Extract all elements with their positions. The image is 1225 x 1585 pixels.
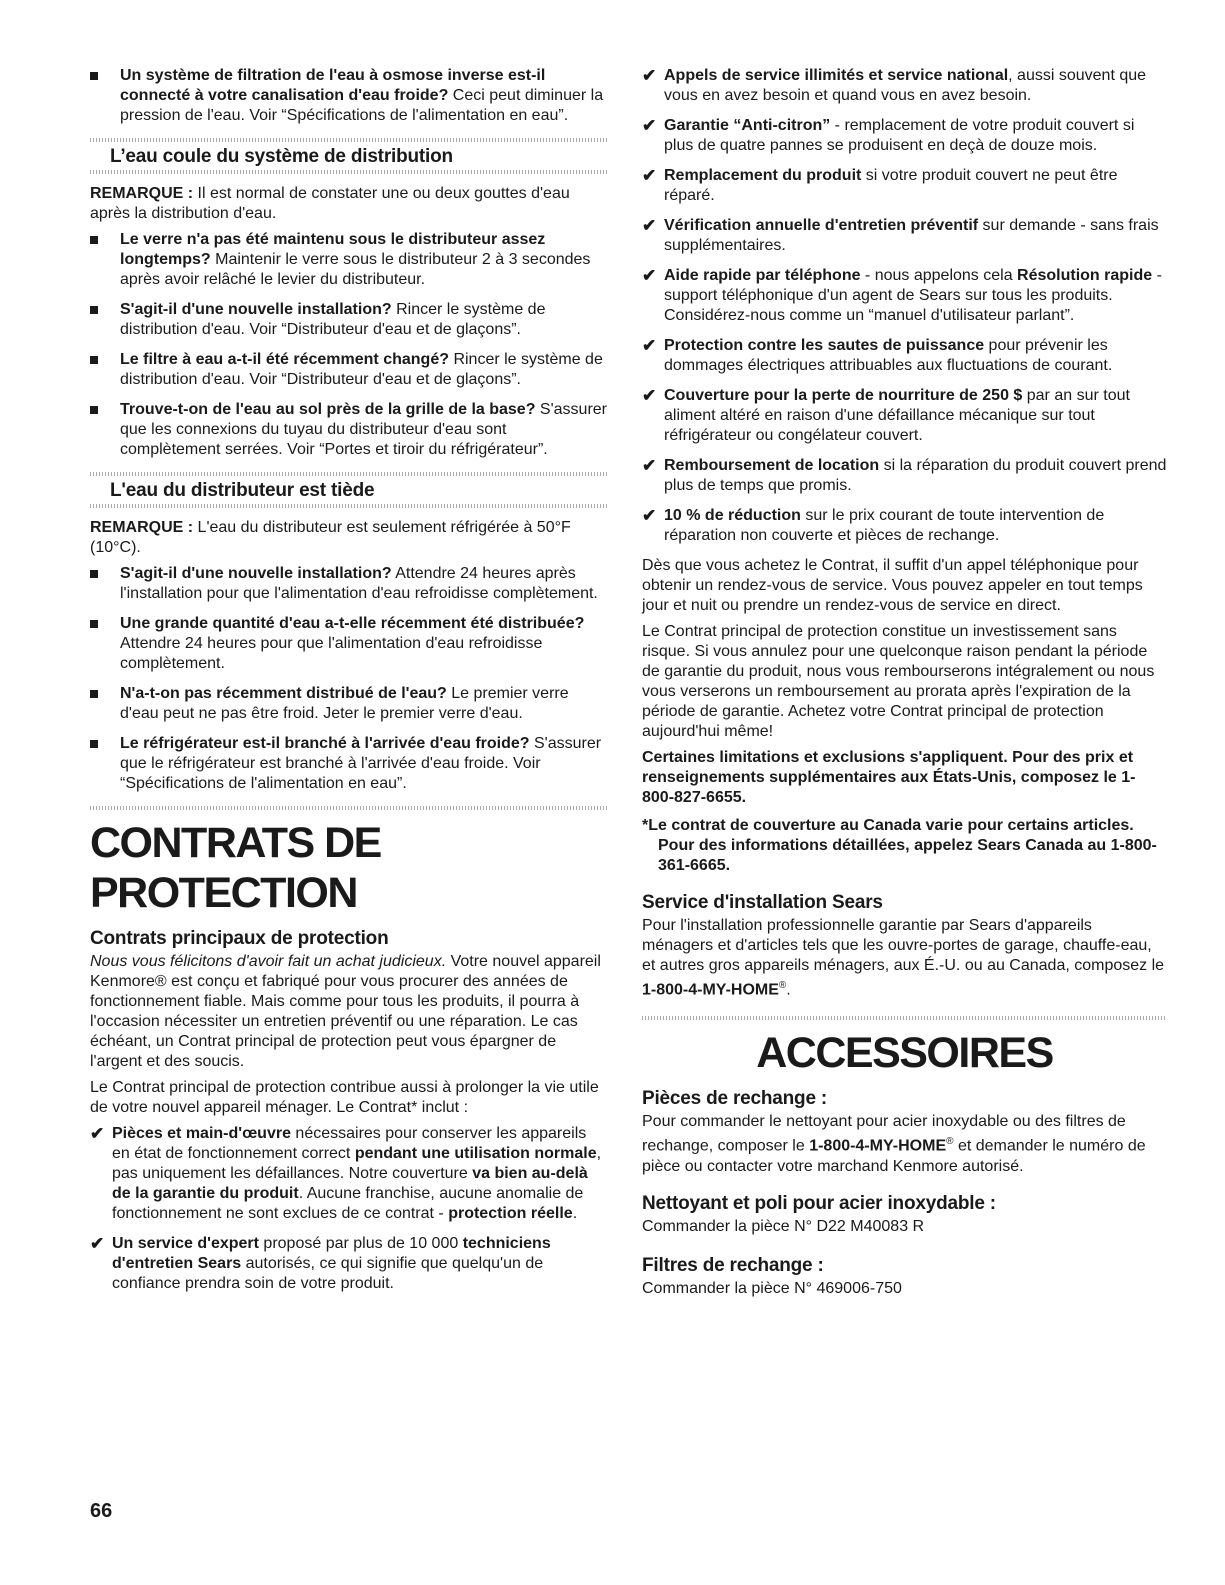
list-item: Un système de filtration de l'eau à osmose inverse est-il connecté à votre canalisation d'eau froide? Ceci peut diminuer la pression de l'eau. Voir “Spécifications de l'alimentation en eau”.: [90, 66, 608, 126]
list-item: ✔ Aide rapide par téléphone - nous appelons cela Résolution rapide - support téléphonique d'un agent de Sears sur tous les produits. Considérez-nous comme un “manuel d'utilisateur parlant”.: [642, 266, 1162, 324]
checkmark-icon: ✔: [642, 456, 657, 475]
list-item: S'agit-il d'une nouvelle installation? Rincer le système de distribution d'eau. Voir “Distributeur d'eau et de glaçons”.: [90, 300, 608, 340]
bullet-square-icon: [90, 306, 98, 314]
bullet-square-icon: [90, 570, 98, 578]
notice-paragraph: Certaines limitations et exclusions s'appliquent. Pour des prix et renseignements supplémentaires aux États-Unis, composez le 1-800-827-6655.: [642, 749, 1136, 806]
section-heading: Filtres de rechange :: [642, 1254, 824, 1276]
paragraph: Pour l'installation professionnelle garantie par Sears d'appareils ménagers et d'articles tels que les ouvre-portes de garage, chauffe-eau, et autres gros appareils ménagers, aux É.-U. ou au Canada, composez le 1-800-4-MY-HOME®.: [642, 917, 1165, 999]
remark-paragraph: REMARQUE : L'eau du distributeur est seulement réfrigérée à 50°F (10°C).: [90, 519, 571, 556]
paragraph: Dès que vous achetez le Contrat, il suffit d'un appel téléphonique pour obtenir un rendez-vous de service. Vous pouvez appeler en tout temps jour et nuit ou prendre un rendez-vous de service en direct.: [642, 557, 1143, 614]
list-item: ✔ Remboursement de location si la réparation du produit couvert prend plus de temps que promis.: [642, 456, 1167, 494]
section-heading: Nettoyant et poli pour acier inoxydable :: [642, 1192, 996, 1214]
section-divider: [90, 806, 608, 810]
list-item: Le réfrigérateur est-il branché à l'arrivée d'eau froide? S'assurer que le réfrigérateur est branché à l'arrivée d'eau froide. Voir “Spécifications de l'alimentation en eau”.: [90, 734, 608, 794]
notice-paragraph: *Le contrat de couverture au Canada varie pour certains articles. Pour des informations détaillées, appelez Sears Canada au 1-800-361-6665.: [642, 817, 1157, 874]
section-divider: [90, 472, 608, 476]
section-heading: L'eau du distributeur est tiède: [110, 480, 375, 501]
checkmark-icon: ✔: [642, 386, 657, 405]
checkmark-icon: ✔: [642, 266, 657, 285]
list-item: Trouve-t-on de l'eau au sol près de la grille de la base? S'assurer que les connexions du tuyau du distributeur d'eau sont complètement serrées. Voir “Portes et tiroir du réfrigérateur”.: [90, 400, 608, 460]
paragraph: Nous vous félicitons d'avoir fait un achat judicieux. Votre nouvel appareil Kenmore® est conçu et fabriqué pour vous procurer des années de fonctionnement fiable. Mais comme pour tous les produits, il pourra à l'occasion nécessiter un entretien préventif ou une réparation. Le cas échéant, un Contrat principal de protection peut vous épargner de l'argent et des soucis.: [90, 953, 601, 1070]
bullet-square-icon: [90, 236, 98, 244]
paragraph: Commander la pièce N° 469006-750: [642, 1279, 902, 1297]
list-item: ✔ Un service d'expert proposé par plus de 10 000 techniciens d'entretien Sears autorisés, ce qui signifie que quelqu'un de confiance prendra soin de votre produit.: [90, 1234, 551, 1292]
list-item: Le verre n'a pas été maintenu sous le distributeur assez longtemps? Maintenir le verre sous le distributeur 2 à 3 secondes après avoir relâché le levier du distributeur.: [90, 230, 608, 290]
bullet-square-icon: [90, 740, 98, 748]
checkmark-icon: ✔: [90, 1234, 105, 1253]
list-item: ✔ Pièces et main-d'œuvre nécessaires pour conserver les appareils en état de fonctionnement correct pendant une utilisation normale, pas uniquement les défaillances. Notre couverture va bien au-delà de la garantie du produit. Aucune franchise, aucune anomalie de fonctionnement ne sont exclues de ce contrat - protection réelle.: [90, 1124, 602, 1222]
bullet-square-icon: [90, 620, 98, 628]
list-item: Le filtre à eau a-t-il été récemment changé? Rincer le système de distribution d'eau. Voir “Distributeur d'eau et de glaçons”.: [90, 350, 608, 390]
list-item: ✔ 10 % de réduction sur le prix courant de toute intervention de réparation non couverte et pièces de rechange.: [642, 506, 1105, 544]
bullet-square-icon: [90, 406, 98, 414]
list-item: ✔ Protection contre les sautes de puissance pour prévenir les dommages électriques attribuables aux fluctuations de courant.: [642, 336, 1113, 374]
checkmark-icon: ✔: [642, 166, 657, 185]
list-item: S'agit-il d'une nouvelle installation? Attendre 24 heures après l'installation pour que l'alimentation d'eau refroidisse complètement.: [90, 564, 608, 604]
section-divider: [90, 504, 608, 508]
page-title: ACCESSOIRES: [756, 1029, 1053, 1078]
bullet-square-icon: [90, 690, 98, 698]
bullet-square-icon: [90, 356, 98, 364]
checkmark-icon: ✔: [642, 116, 657, 135]
list-item: ✔ Vérification annuelle d'entretien préventif sur demande - sans frais supplémentaires.: [642, 216, 1159, 254]
page-title: CONTRATS DE PROTECTION: [90, 819, 381, 917]
paragraph: Commander la pièce N° D22 M40083 R: [642, 1217, 925, 1235]
list-item: ✔ Couverture pour la perte de nourriture de 250 $ par an sur tout aliment altéré en raison d'une défaillance mécanique sur tout réfrigérateur ou congélateur couvert.: [642, 386, 1130, 444]
paragraph: Le Contrat principal de protection contribue aussi à prolonger la vie utile de votre nouvel appareil ménager. Le Contrat* inclut :: [90, 1079, 599, 1116]
list-item: Une grande quantité d'eau a-t-elle récemment été distribuée? Attendre 24 heures pour que l'alimentation d'eau refroidisse complètement.: [90, 614, 608, 674]
left-column: [90, 66, 608, 1304]
section-divider: [90, 170, 608, 174]
checkmark-icon: ✔: [642, 66, 657, 85]
checkmark-icon: ✔: [642, 506, 657, 525]
list-item: ✔ Garantie “Anti-citron” - remplacement de votre produit couvert si plus de quatre pannes se produisent en deçà de douze mois.: [642, 116, 1135, 154]
checkmark-icon: ✔: [642, 336, 657, 355]
section-heading: L’eau coule du système de distribution: [110, 146, 453, 167]
checkmark-icon: ✔: [642, 216, 657, 235]
list-item: ✔ Remplacement du produit si votre produit couvert ne peut être réparé.: [642, 166, 1118, 204]
checkmark-icon: ✔: [90, 1124, 105, 1143]
remark-paragraph: REMARQUE : Il est normal de constater une ou deux gouttes d'eau après la distribution d'eau.: [90, 185, 570, 222]
section-divider: [642, 1016, 1167, 1020]
section-heading: Service d'installation Sears: [642, 892, 883, 913]
paragraph: Pour commander le nettoyant pour acier inoxydable ou des filtres de rechange, composer le 1-800-4-MY-HOME® et demander le numéro de pièce ou contacter votre marchand Kenmore autorisé.: [642, 1113, 1146, 1175]
right-column: [642, 66, 1167, 1305]
list-item: N'a-t-on pas récemment distribué de l'eau? Le premier verre d'eau peut ne pas être froid. Jeter le premier verre d'eau.: [90, 684, 608, 724]
page-number: 66: [90, 1500, 113, 1522]
list-item: ✔ Appels de service illimités et service national, aussi souvent que vous en avez besoin et quand vous en avez besoin.: [642, 66, 1147, 104]
bullet-square-icon: [90, 72, 98, 80]
section-heading: Contrats principaux de protection: [90, 928, 389, 949]
section-divider: [90, 138, 608, 142]
section-heading: Pièces de rechange :: [642, 1088, 828, 1110]
paragraph: Le Contrat principal de protection constitue un investissement sans risque. Si vous annulez pour une quelconque raison pendant la période de garantie du produit, nous vous rembourserons intégralement ou nous vous verserons un remboursement au prorata après l'expiration de la période de garantie. Achetez votre Contrat principal de protection aujourd'hui même!: [642, 623, 1155, 740]
